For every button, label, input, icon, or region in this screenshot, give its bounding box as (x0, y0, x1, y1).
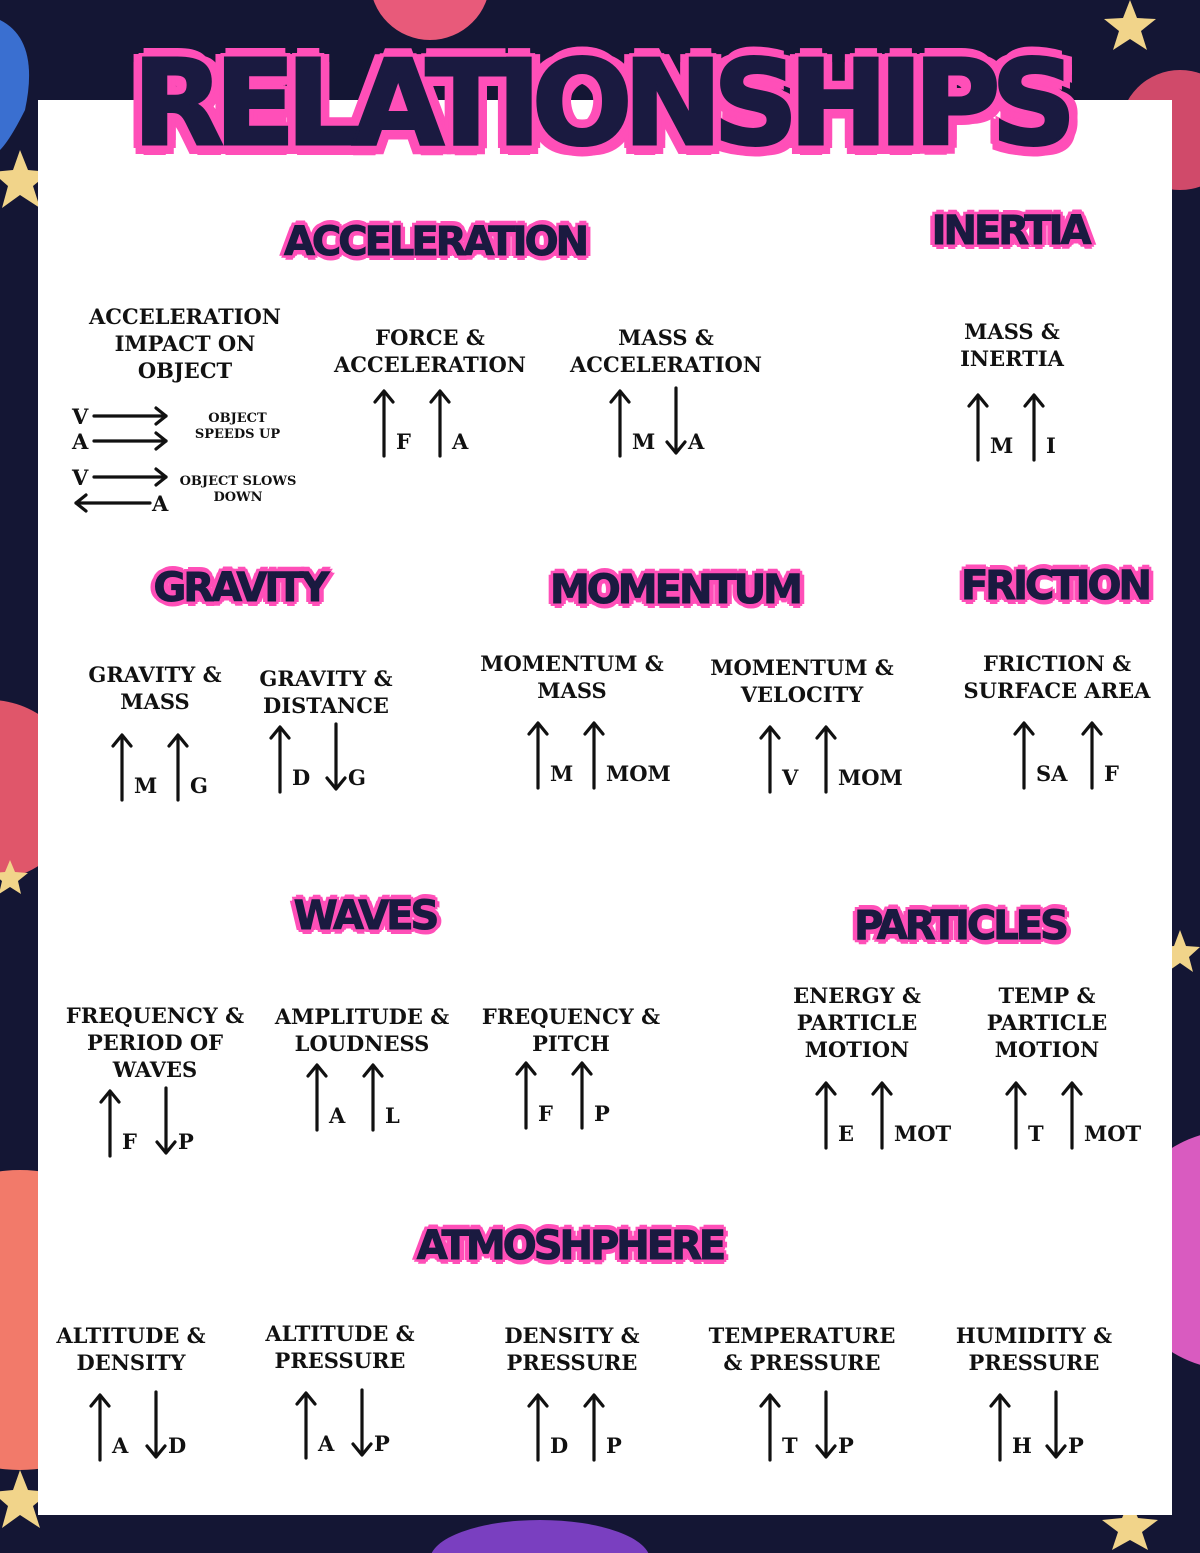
up-arrow-icon (1022, 390, 1046, 462)
variable-letter: MOM (838, 765, 903, 790)
force-acceleration-label: FORCE & ACCELERATION (333, 325, 527, 377)
variable-letter: H (1012, 1433, 1032, 1458)
variable-letter: T (782, 1433, 798, 1458)
frequency-period-label: FREQUENCY & PERIOD OF WAVES (65, 1003, 245, 1082)
acceleration-impact-label: ACCELERATION IMPACT ON OBJECT (88, 304, 282, 383)
particles-title: PARTICLES (854, 903, 1066, 949)
up-arrow-icon (88, 1390, 112, 1462)
velocity-letter: V (72, 404, 89, 429)
variable-letter: A (688, 429, 705, 454)
up-arrow-icon (1060, 1078, 1084, 1150)
right-arrow-icon (92, 465, 172, 489)
up-arrow-icon (814, 722, 838, 794)
inertia-title: INERTIA (931, 208, 1089, 254)
up-arrow-icon (268, 722, 292, 794)
energy-particle-motion-label: ENERGY & PARTICLE MOTION (793, 983, 921, 1062)
variable-letter: M (632, 429, 656, 454)
altitude-pressure-label: ALTITUDE & PRESSURE (265, 1321, 415, 1373)
up-arrow-icon (526, 1390, 550, 1462)
mass-acceleration-label: MASS & ACCELERATION (569, 325, 763, 377)
up-arrow-icon (988, 1390, 1012, 1462)
density-pressure-label: DENSITY & PRESSURE (504, 1323, 640, 1375)
up-arrow-icon (758, 1390, 782, 1462)
up-arrow-icon (1012, 718, 1036, 790)
variable-letter: F (1104, 761, 1119, 786)
momentum-title: MOMENTUM (550, 567, 800, 613)
variable-letter: A (452, 429, 469, 454)
left-arrow-icon (72, 491, 152, 515)
page-title: RELATIONSHIPS (132, 34, 1068, 172)
variable-letter: A (112, 1433, 129, 1458)
up-arrow-icon (582, 718, 606, 790)
variable-letter: P (594, 1101, 610, 1126)
up-arrow-icon (372, 386, 396, 458)
up-arrow-icon (110, 730, 134, 802)
temperature-pressure-label: TEMPERATURE & PRESSURE (708, 1323, 896, 1375)
up-arrow-icon (166, 730, 190, 802)
variable-letter: P (838, 1433, 854, 1458)
up-arrow-icon (570, 1058, 594, 1130)
down-arrow-icon (1044, 1390, 1068, 1462)
variable-letter: E (838, 1121, 855, 1146)
up-arrow-icon (1080, 718, 1104, 790)
up-arrow-icon (608, 386, 632, 458)
up-arrow-icon (758, 722, 782, 794)
up-arrow-icon (514, 1058, 538, 1130)
up-arrow-icon (526, 718, 550, 790)
acceleration-letter: A (72, 429, 89, 454)
up-arrow-icon (305, 1060, 329, 1132)
waves-title: WAVES (293, 893, 437, 939)
temp-particle-motion-label: TEMP & PARTICLE MOTION (986, 983, 1108, 1062)
acceleration-letter: A (152, 491, 169, 516)
variable-letter: MOM (606, 761, 671, 786)
variable-letter: D (168, 1433, 187, 1458)
variable-letter: L (385, 1103, 400, 1128)
up-arrow-icon (870, 1078, 894, 1150)
mass-inertia-label: MASS & INERTIA (960, 319, 1064, 371)
down-arrow-icon (324, 722, 348, 794)
right-arrow-icon (92, 404, 172, 428)
friction-title: FRICTION (960, 563, 1149, 609)
variable-letter: A (329, 1103, 346, 1128)
variable-letter: F (396, 429, 411, 454)
slows-down-note: OBJECT SLOWS DOWN (179, 474, 297, 505)
gravity-mass-label: GRAVITY & MASS (88, 662, 222, 714)
variable-letter: M (990, 433, 1014, 458)
variable-letter: P (374, 1431, 390, 1456)
humidity-pressure-label: HUMIDITY & PRESSURE (955, 1323, 1113, 1375)
atmosphere-title: ATMOSHPHERE (416, 1223, 724, 1269)
momentum-velocity-label: MOMENTUM & VELOCITY (710, 655, 894, 707)
variable-letter: V (782, 765, 799, 790)
variable-letter: G (348, 765, 366, 790)
variable-letter: A (318, 1431, 335, 1456)
gravity-distance-label: GRAVITY & DISTANCE (259, 666, 393, 718)
up-arrow-icon (428, 386, 452, 458)
variable-letter: P (606, 1433, 622, 1458)
gravity-title: GRAVITY (153, 565, 327, 611)
up-arrow-icon (361, 1060, 385, 1132)
up-arrow-icon (582, 1390, 606, 1462)
down-arrow-icon (154, 1086, 178, 1158)
down-arrow-icon (144, 1390, 168, 1462)
variable-letter: D (550, 1433, 569, 1458)
down-arrow-icon (664, 386, 688, 458)
variable-letter: SA (1036, 761, 1068, 786)
speeds-up-note: OBJECT SPEEDS UP (194, 411, 281, 442)
down-arrow-icon (350, 1388, 374, 1460)
acceleration-title: ACCELERATION (283, 219, 587, 265)
variable-letter: P (178, 1129, 194, 1154)
up-arrow-icon (966, 390, 990, 462)
up-arrow-icon (98, 1086, 122, 1158)
variable-letter: F (538, 1101, 553, 1126)
variable-letter: MOT (1084, 1121, 1142, 1146)
variable-letter: I (1046, 433, 1056, 458)
velocity-letter: V (72, 465, 89, 490)
up-arrow-icon (1004, 1078, 1028, 1150)
frequency-pitch-label: FREQUENCY & PITCH (481, 1004, 661, 1056)
variable-letter: T (1028, 1121, 1044, 1146)
right-arrow-icon (92, 429, 172, 453)
friction-surface-area-label: FRICTION & SURFACE AREA (963, 651, 1151, 703)
variable-letter: D (292, 765, 311, 790)
variable-letter: F (122, 1129, 137, 1154)
up-arrow-icon (814, 1078, 838, 1150)
amplitude-loudness-label: AMPLITUDE & LOUDNESS (274, 1004, 450, 1056)
variable-letter: M (134, 773, 158, 798)
down-arrow-icon (814, 1390, 838, 1462)
variable-letter: M (550, 761, 574, 786)
variable-letter: P (1068, 1433, 1084, 1458)
altitude-density-label: ALTITUDE & DENSITY (56, 1323, 206, 1375)
variable-letter: MOT (894, 1121, 952, 1146)
variable-letter: G (190, 773, 208, 798)
momentum-mass-label: MOMENTUM & MASS (480, 651, 664, 703)
up-arrow-icon (294, 1388, 318, 1460)
